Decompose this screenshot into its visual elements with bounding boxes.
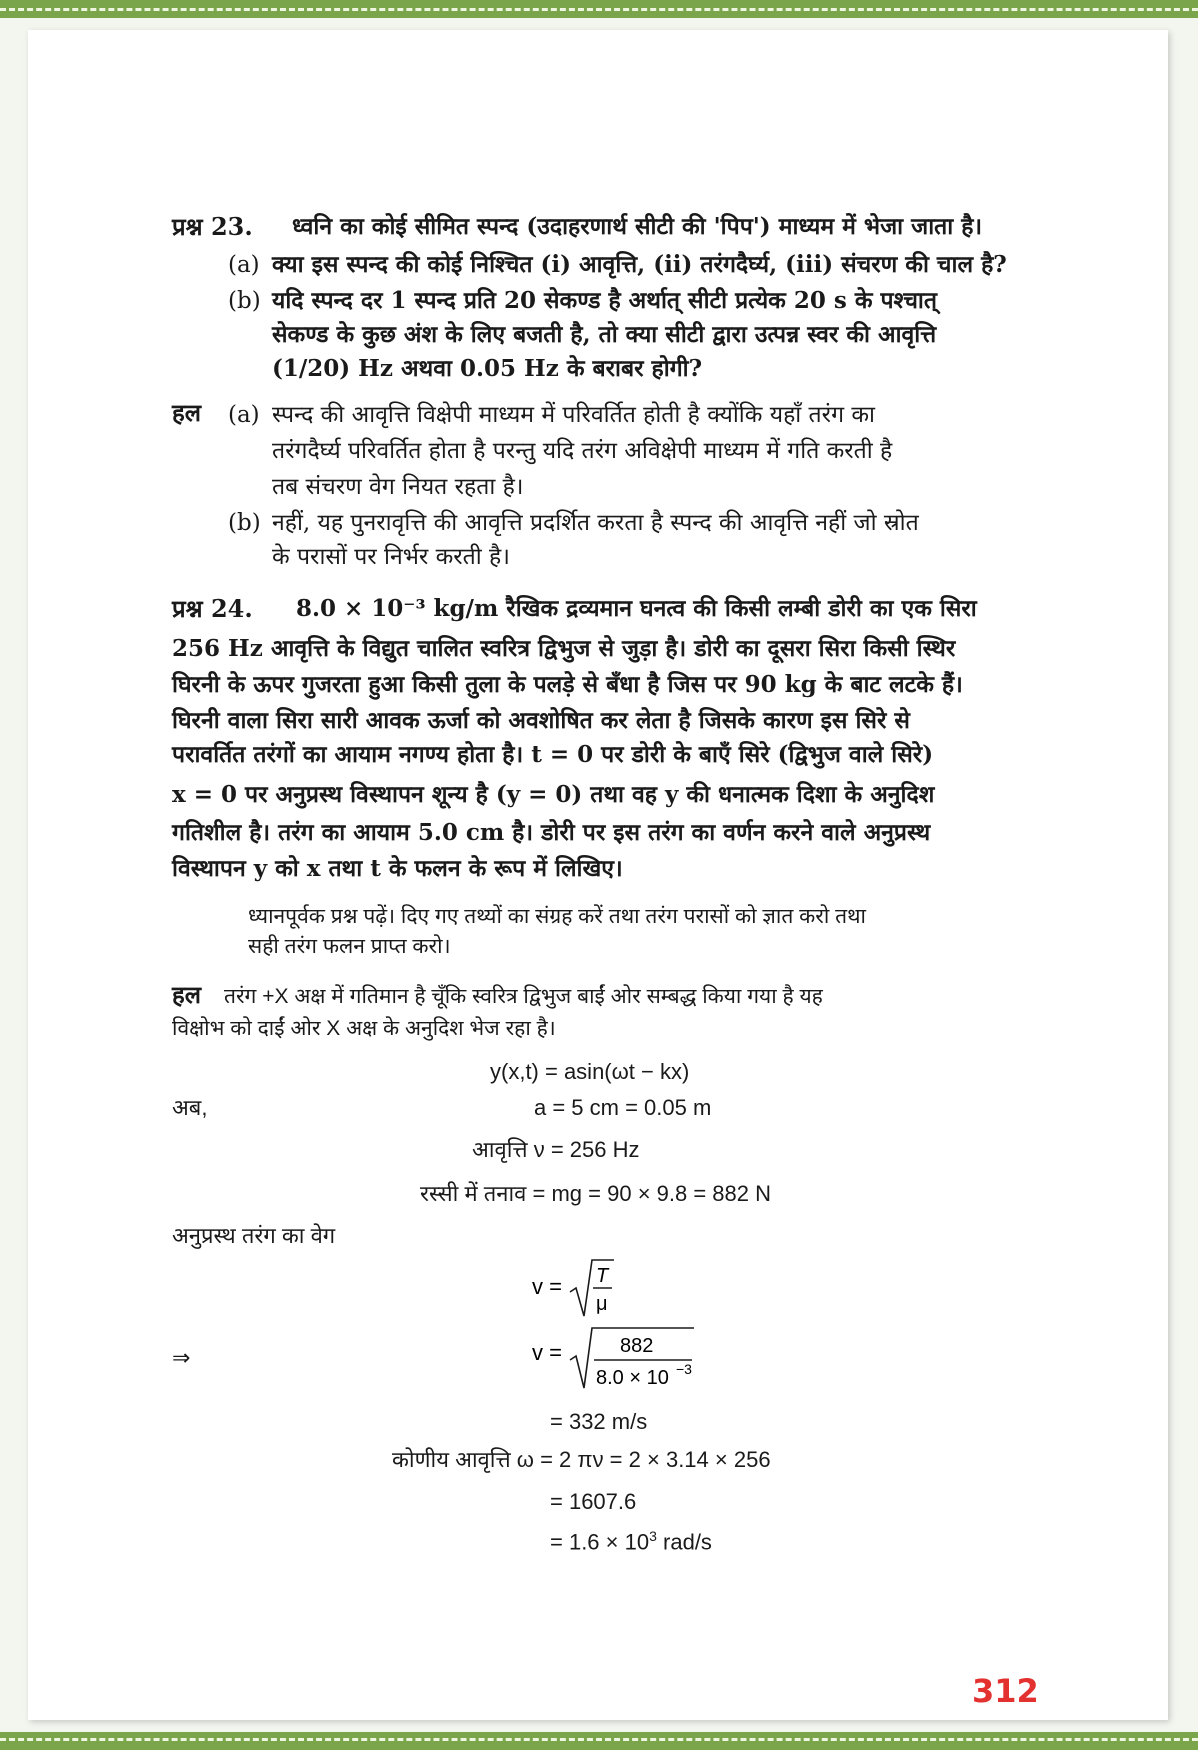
solution-23-b-marker: (b) [228, 510, 261, 536]
angular-frequency-equation: कोणीय आवृत्ति ω = 2 πν = 2 × 3.14 × 256 [392, 1447, 771, 1472]
question-23-b-line3: (1/20) Hz अथवा 0.05 Hz के बराबर होगी? [272, 355, 703, 382]
question-24-line4: घिरनी वाला सिरा सारी आवक ऊर्जा को अवशोषित कर लेता है जिसके कारण इस सिरे से [172, 707, 910, 734]
question-23-b-line1: यदि स्पन्द दर 1 स्पन्द प्रति 20 सेकण्ड है अर्थात् सीटी प्रत्येक 20 s के पश्चात् [272, 287, 938, 314]
solution-23-b-line2: के परासों पर निर्भर करती है। [272, 544, 510, 570]
tip-line2: सही तरंग फलन प्राप्त करो। [248, 935, 451, 958]
tip-line1: ध्यानपूर्वक प्रश्न पढ़ें। दिए गए तथ्यों का संग्रह करें तथा तरंग परासों को ज्ञात करो तथा [248, 905, 866, 928]
v-numerator-2: 882 [620, 1335, 654, 1357]
question-24-label: प्रश्न 24. [172, 594, 253, 623]
velocity-result: = 332 m/s [550, 1409, 648, 1434]
solution-23-a-marker: (a) [228, 402, 260, 428]
omega-exponent: 3 [649, 1528, 657, 1544]
question-24-line8: विस्थापन y को x तथा t के फलन के रूप में लिखिए। [172, 855, 623, 882]
v-lhs-2: v = [532, 1340, 562, 1365]
question-23-label: प्रश्न 23. [172, 212, 253, 241]
amplitude-equation: a = 5 cm = 0.05 m [534, 1095, 712, 1120]
frequency-equation: आवृत्ति ν = 256 Hz [472, 1137, 640, 1162]
question-23-a-marker: (a) [228, 252, 260, 278]
solution-24-line1: तरंग +X अक्ष में गतिमान है चूँकि स्वरित्र द्विभुज बाईं ओर सम्बद्ध किया गया है यह [224, 985, 823, 1008]
question-24 [172, 594, 253, 625]
question-24-line1: 8.0 × 10⁻³ kg/m रैखिक द्रव्यमान घनत्व की किसी लम्बी डोरी का एक सिरा [296, 595, 977, 622]
question-24-line3: घिरनी के ऊपर गुजरता हुआ किसी तुला के पलड़े से बँधा है जिस पर 90 kg के बाट लटके हैं। [172, 671, 963, 698]
velocity-formula [530, 1254, 630, 1324]
question-24-line7: गतिशील है। तरंग का आयाम 5.0 cm है। डोरी पर इस तरंग का वर्णन करने वाले अनुप्रस्थ [172, 819, 931, 846]
solution-23-a-line2: तरंगदैर्घ्य परिवर्तित होता है परन्तु यदि तरंग अविक्षेपी माध्यम में गति करती है [272, 438, 893, 464]
solution-24-label: हल [172, 980, 202, 1009]
question-24-line2: 256 Hz आवृत्ति के विद्युत चालित स्वरित्र द्विभुज से जुड़ा है। डोरी का दूसरा सिरा किसी स्थिर [172, 635, 956, 662]
question-24-line5: परावर्तित तरंगों का आयाम नगण्य होता है। t = 0 पर डोरी के बाएँ सिरे (द्विभुज वाले सिरे) [172, 741, 934, 768]
wave-equation: y(x,t) = asin(ωt − kx) [490, 1059, 690, 1084]
solution-23-label: हल [172, 398, 202, 427]
omega-mantissa: = 1.6 × 10 [550, 1529, 650, 1555]
solution-23-a-line3: तब संचरण वेग नियत रहता है। [272, 474, 524, 500]
v-denominator: μ [596, 1293, 608, 1315]
velocity-substituted [530, 1320, 710, 1396]
question-23-b-line2: सेकण्ड के कुछ अंश के लिए बजती है, तो क्या सीटी द्वारा उत्पन्न स्वर की आवृत्ति [272, 321, 937, 348]
solution-24-line2: विक्षोभ को दाईं ओर X अक्ष के अनुदिश भेज रहा है। [172, 1017, 556, 1040]
question-23-a-text: क्या इस स्पन्द की कोई निश्चित (i) आवृत्ति, (ii) तरंगदैर्घ्य, (iii) संचरण की चाल है? [272, 251, 1007, 278]
v-denominator-2: 8.0 × 10 [596, 1367, 669, 1389]
velocity-heading: अनुप्रस्थ तरंग का वेग [172, 1223, 336, 1248]
question-24-line6: x = 0 पर अनुप्रस्थ विस्थापन शून्य है (y = 0) तथा वह y की धनात्मक दिशा के अनुदिश [172, 781, 935, 808]
omega-unit: rad/s [663, 1529, 712, 1555]
v-lhs: v = [532, 1274, 562, 1299]
ab-label: अब, [172, 1095, 208, 1120]
angular-frequency-scientific [550, 1522, 712, 1556]
angular-frequency-value: = 1607.6 [550, 1489, 637, 1514]
tension-equation: रस्सी में तनाव = mg = 90 × 9.8 = 882 N [420, 1181, 772, 1206]
implies-arrow: ⇒ [172, 1345, 191, 1370]
question-23 [172, 212, 253, 243]
question-23-b-marker: (b) [228, 288, 261, 314]
question-23-text: ध्वनि का कोई सीमित स्पन्द (उदाहरणार्थ सीटी की 'पिप') माध्यम में भेजा जाता है। [292, 213, 983, 240]
v-denominator-exponent: −3 [676, 1361, 692, 1377]
v-numerator: T [596, 1265, 609, 1287]
solution-23-b-line1: नहीं, यह पुनरावृत्ति की आवृत्ति प्रदर्शित करता है स्पन्द की आवृत्ति नहीं जो स्रोत [272, 510, 919, 536]
solution-23-a-line1: स्पन्द की आवृत्ति विक्षेपी माध्यम में परिवर्तित होती है क्योंकि यहाँ तरंग का [272, 402, 875, 428]
page-number: 312 [972, 1672, 1039, 1710]
